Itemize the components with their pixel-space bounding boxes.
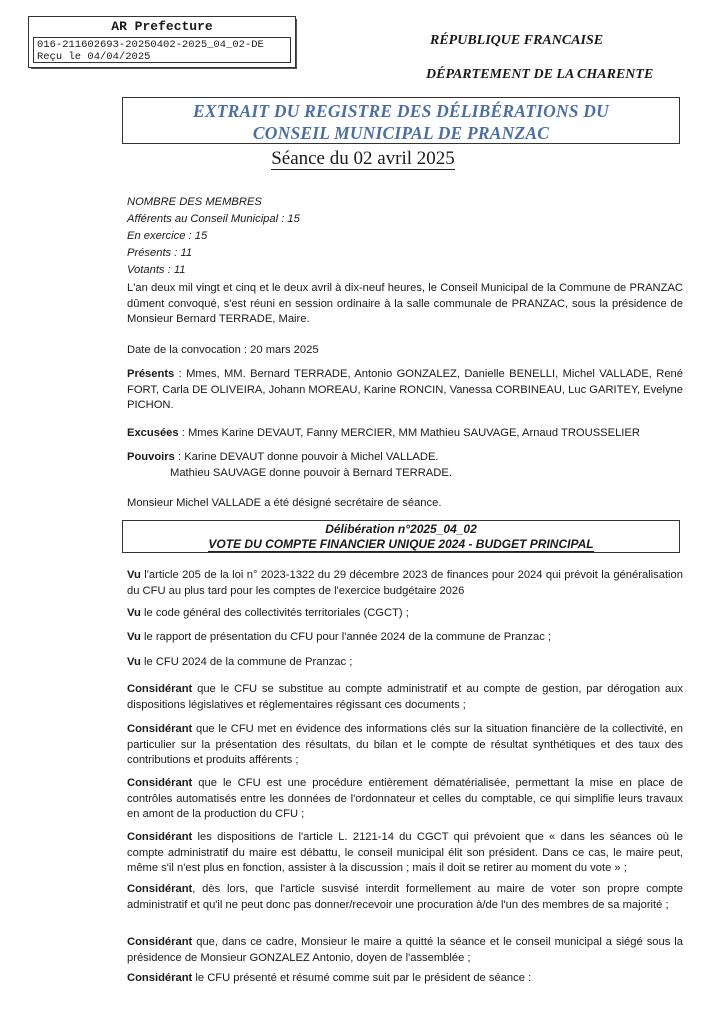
consideration-text: le CFU 2024 de la commune de Pranzac ;	[140, 656, 353, 668]
consideration-text: que le CFU se substitue au compte administratif et au compte de gestion, par dérogation aux dispositions législatives et réglementaires régissant ces documents ;	[127, 683, 683, 711]
members-presents: Présents : 11	[127, 247, 193, 259]
republic-label: RÉPUBLIQUE FRANCAISE	[430, 33, 604, 48]
consideration-paragraph	[127, 655, 683, 671]
pouvoirs-line-2: Mathieu SAUVAGE donne pouvoir à Bernard TERRADE.	[170, 466, 452, 479]
prefecture-stamp	[28, 16, 296, 68]
consideration-lead: Considérant	[127, 936, 193, 948]
pouvoirs-line-1: : Karine DEVAUT donne pouvoir à Michel VALLADE.	[174, 451, 439, 463]
secretary-line: Monsieur Michel VALLADE a été désigné secrétaire de séance.	[127, 497, 442, 509]
session-date-text: Séance du 02 avril 2025	[271, 148, 455, 169]
presents-label: Présents	[127, 368, 175, 380]
consideration-lead: Vu	[127, 569, 141, 581]
consideration-text: que le CFU met en évidence des informations clés sur la situation financière de la collectivité, en particulier sur la présentation des résultats, du bilan et le compte de résultat synthétiques et des taux des contributions et produits afférents ;	[127, 723, 683, 766]
pouvoirs-label: Pouvoirs	[127, 451, 175, 463]
department-label: DÉPARTEMENT DE LA CHARENTE	[426, 67, 654, 82]
consideration-paragraph	[127, 971, 683, 987]
consideration-paragraph	[127, 568, 683, 599]
consideration-text: l'article 205 de la loi n° 2023-1322 du 29 décembre 2023 de finances pour 2024 qui prévoit la généralisation du CFU au plus tard pour les comptes de l'exercice budgétaire 2026	[127, 569, 683, 597]
consideration-lead: Considérant	[127, 883, 193, 895]
consideration-paragraph	[127, 630, 683, 646]
presents-paragraph	[127, 367, 683, 414]
consideration-text: le rapport de présentation du CFU pour l'année 2024 de la commune de Pranzac ;	[140, 631, 551, 643]
consideration-paragraph	[127, 606, 683, 622]
consideration-lead: Considérant	[127, 683, 193, 695]
deliberation-title-box	[122, 520, 680, 553]
session-date	[0, 148, 726, 170]
consideration-lead: Vu	[127, 656, 141, 668]
members-afferents: Afférents au Conseil Municipal : 15	[127, 213, 300, 225]
consideration-text: que le CFU est une procédure entièrement dématérialisée, permettant la mise en place de contrôles automatisés entre les données de l'ordonnateur et celles du comptable, ce qui simplifie leurs travaux en amont de la production du CFU ;	[127, 777, 683, 820]
members-votants: Votants : 11	[127, 264, 186, 276]
consideration-text: les dispositions de l'article L. 2121-14 du CGCT qui prévoient que « dans les séances où le compte administratif du maire est débattu, le conseil municipal élit son président. Dans ce cas, le maire peut, même s'il n'est plus en fonction, assister à la discussion ; mais il doit se retirer au moment du vote » ;	[127, 831, 683, 874]
stamp-reference	[33, 37, 291, 63]
members-heading: NOMBRE DES MEMBRES	[127, 196, 262, 208]
deliberation-number: Délibération n°2025_04_02	[325, 522, 477, 536]
excuses-text: : Mmes Karine DEVAUT, Fanny MERCIER, MM Mathieu SAUVAGE, Arnaud TROUSSELIER	[178, 427, 640, 439]
consideration-text: , dès lors, que l'article susvisé interdit formellement au maire de voter son propre compte administratif et qu'il ne peut donc pas donner/recevoir une procuration à/de l'un des membres de sa majorité ;	[127, 883, 683, 911]
register-title-box	[122, 97, 680, 144]
members-exercice: En exercice : 15	[127, 230, 208, 242]
consideration-lead: Considérant	[127, 723, 193, 735]
excuses-paragraph	[127, 426, 683, 442]
stamp-title: AR Prefecture	[111, 19, 213, 34]
register-title-line-1: EXTRAIT DU REGISTRE DES DÉLIBÉRATIONS DU	[193, 101, 609, 121]
intro-paragraph: L'an deux mil vingt et cinq et le deux avril à dix-neuf heures, le Conseil Municipal de la Commune de PRANZAC dûment convoqué, s'est réuni en session ordinaire à la salle communale de PRANZAC, sous la présidence de Monsieur Bernard TERRADE, Maire.	[127, 282, 683, 325]
consideration-paragraph	[127, 682, 683, 713]
consideration-lead: Vu	[127, 607, 141, 619]
consideration-lead: Vu	[127, 631, 141, 643]
consideration-paragraph	[127, 830, 683, 877]
consideration-lead: Considérant	[127, 972, 193, 984]
deliberation-title: VOTE DU COMPTE FINANCIER UNIQUE 2024 - BUDGET PRINCIPAL	[208, 537, 594, 551]
consideration-text: le code général des collectivités territoriales (CGCT) ;	[140, 607, 409, 619]
presents-text: : Mmes, MM. Bernard TERRADE, Antonio GONZALEZ, Danielle BENELLI, Michel VALLADE, René FORT, Carla DE OLIVEIRA, Johann MOREAU, Karine RONCIN, Vanessa CORBINEAU, Luc GARITEY, Evelyne PICHON.	[127, 368, 683, 411]
consideration-paragraph	[127, 776, 683, 823]
consideration-text: que, dans ce cadre, Monsieur le maire a quitté la séance et le conseil municipal a siégé sous la présidence de Monsieur GONZALEZ Antonio, doyen de l'assemblée ;	[127, 936, 683, 964]
convocation-date: Date de la convocation : 20 mars 2025	[127, 344, 319, 356]
consideration-paragraph	[127, 882, 683, 913]
excuses-label: Excusées	[127, 427, 179, 439]
consideration-text: le CFU présenté et résumé comme suit par le président de séance :	[192, 972, 532, 984]
consideration-lead: Considérant	[127, 831, 193, 843]
consideration-paragraph	[127, 935, 683, 966]
register-title-line-2: CONSEIL MUNICIPAL DE PRANZAC	[252, 123, 550, 143]
members-block	[127, 194, 300, 279]
stamp-line-1: 016-211602693-20250402-2025_04_02-DE	[37, 39, 264, 51]
consideration-paragraph	[127, 722, 683, 769]
consideration-lead: Considérant	[127, 777, 193, 789]
pouvoirs-paragraph	[127, 450, 683, 481]
stamp-line-2: Reçu le 04/04/2025	[37, 51, 151, 63]
